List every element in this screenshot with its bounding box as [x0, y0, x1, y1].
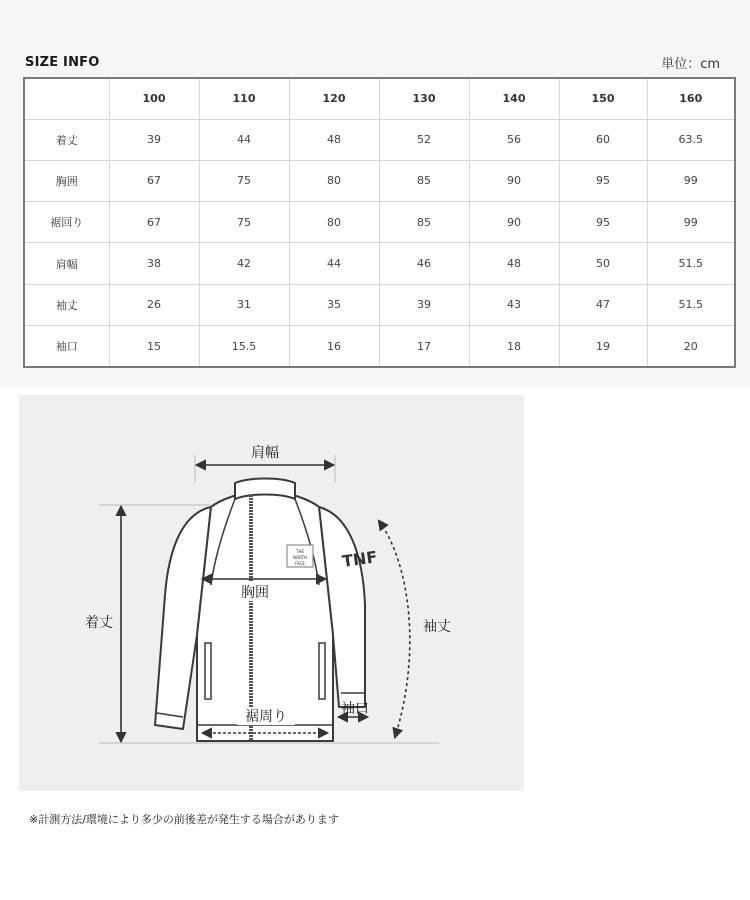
svg-text:THE: THE — [296, 549, 304, 554]
svg-text:NORTH: NORTH — [292, 555, 308, 560]
measurement-diagram — [19, 395, 524, 791]
table-row — [24, 243, 735, 284]
table-cell: 52 — [379, 119, 469, 160]
sleeve-print: TNF — [340, 547, 379, 571]
table-cell: 15 — [109, 326, 199, 367]
table-cell: 90 — [469, 202, 559, 243]
jacket-illustration — [19, 395, 524, 791]
table-cell: 56 — [469, 119, 559, 160]
table-row — [24, 160, 735, 201]
table-cell: 43 — [469, 284, 559, 325]
table-cell: 46 — [379, 243, 469, 284]
table-header-row — [24, 78, 735, 119]
row-label: 肩幅 — [24, 243, 109, 284]
table-cell: 18 — [469, 326, 559, 367]
row-label: 袖丈 — [24, 284, 109, 325]
size-header: 120 — [289, 78, 379, 119]
table-cell: 67 — [109, 202, 199, 243]
table-cell: 85 — [379, 160, 469, 201]
table-cell: 63.5 — [647, 119, 735, 160]
table-cell: 44 — [289, 243, 379, 284]
table-cell: 99 — [647, 160, 735, 201]
label-sleeve: 袖丈 — [423, 619, 451, 635]
table-cell: 35 — [289, 284, 379, 325]
table-row — [24, 326, 735, 367]
measurement-note: ※計測方法/環境により多少の前後差が発生する場合があります — [29, 813, 339, 826]
table-cell: 51.5 — [647, 284, 735, 325]
size-header: 150 — [559, 78, 647, 119]
row-label: 胸囲 — [24, 160, 109, 201]
size-table — [23, 77, 736, 368]
table-cell: 39 — [109, 119, 199, 160]
table-cell: 90 — [469, 160, 559, 201]
table-row — [24, 284, 735, 325]
table-cell: 44 — [199, 119, 289, 160]
table-cell: 31 — [199, 284, 289, 325]
table-cell: 38 — [109, 243, 199, 284]
size-header: 130 — [379, 78, 469, 119]
table-cell: 80 — [289, 160, 379, 201]
table-cell: 48 — [289, 119, 379, 160]
label-chest: 胸囲 — [241, 585, 269, 601]
table-cell: 26 — [109, 284, 199, 325]
svg-text:FACE: FACE — [295, 561, 305, 566]
section-title: SIZE INFO — [25, 55, 100, 70]
size-header: 140 — [469, 78, 559, 119]
label-cuff: 袖口 — [341, 701, 369, 717]
table-cell: 15.5 — [199, 326, 289, 367]
table-cell: 51.5 — [647, 243, 735, 284]
table-cell: 85 — [379, 202, 469, 243]
table-cell: 17 — [379, 326, 469, 367]
table-row — [24, 119, 735, 160]
row-label: 袖口 — [24, 326, 109, 367]
size-header: 100 — [109, 78, 199, 119]
table-cell: 95 — [559, 160, 647, 201]
table-cell: 99 — [647, 202, 735, 243]
unit-label: 単位：cm — [661, 57, 720, 72]
table-cell: 48 — [469, 243, 559, 284]
label-hem: 裾周り — [245, 709, 287, 725]
table-row — [24, 202, 735, 243]
table-cell: 95 — [559, 202, 647, 243]
header-corner — [24, 78, 109, 119]
table-cell: 16 — [289, 326, 379, 367]
table-cell: 19 — [559, 326, 647, 367]
row-label: 着丈 — [24, 119, 109, 160]
label-length: 着丈 — [85, 615, 113, 631]
row-label: 裾回り — [24, 202, 109, 243]
size-header: 160 — [647, 78, 735, 119]
label-shoulder: 肩幅 — [251, 445, 279, 461]
table-cell: 60 — [559, 119, 647, 160]
table-cell: 67 — [109, 160, 199, 201]
table-cell: 47 — [559, 284, 647, 325]
table-cell: 39 — [379, 284, 469, 325]
table-cell: 75 — [199, 202, 289, 243]
jacket-outline — [155, 479, 365, 742]
size-header: 110 — [199, 78, 289, 119]
table-cell: 20 — [647, 326, 735, 367]
table-cell: 50 — [559, 243, 647, 284]
sleeve-arrow — [379, 521, 410, 737]
table-cell: 80 — [289, 202, 379, 243]
brand-logo — [287, 545, 313, 567]
table-cell: 42 — [199, 243, 289, 284]
table-cell: 75 — [199, 160, 289, 201]
